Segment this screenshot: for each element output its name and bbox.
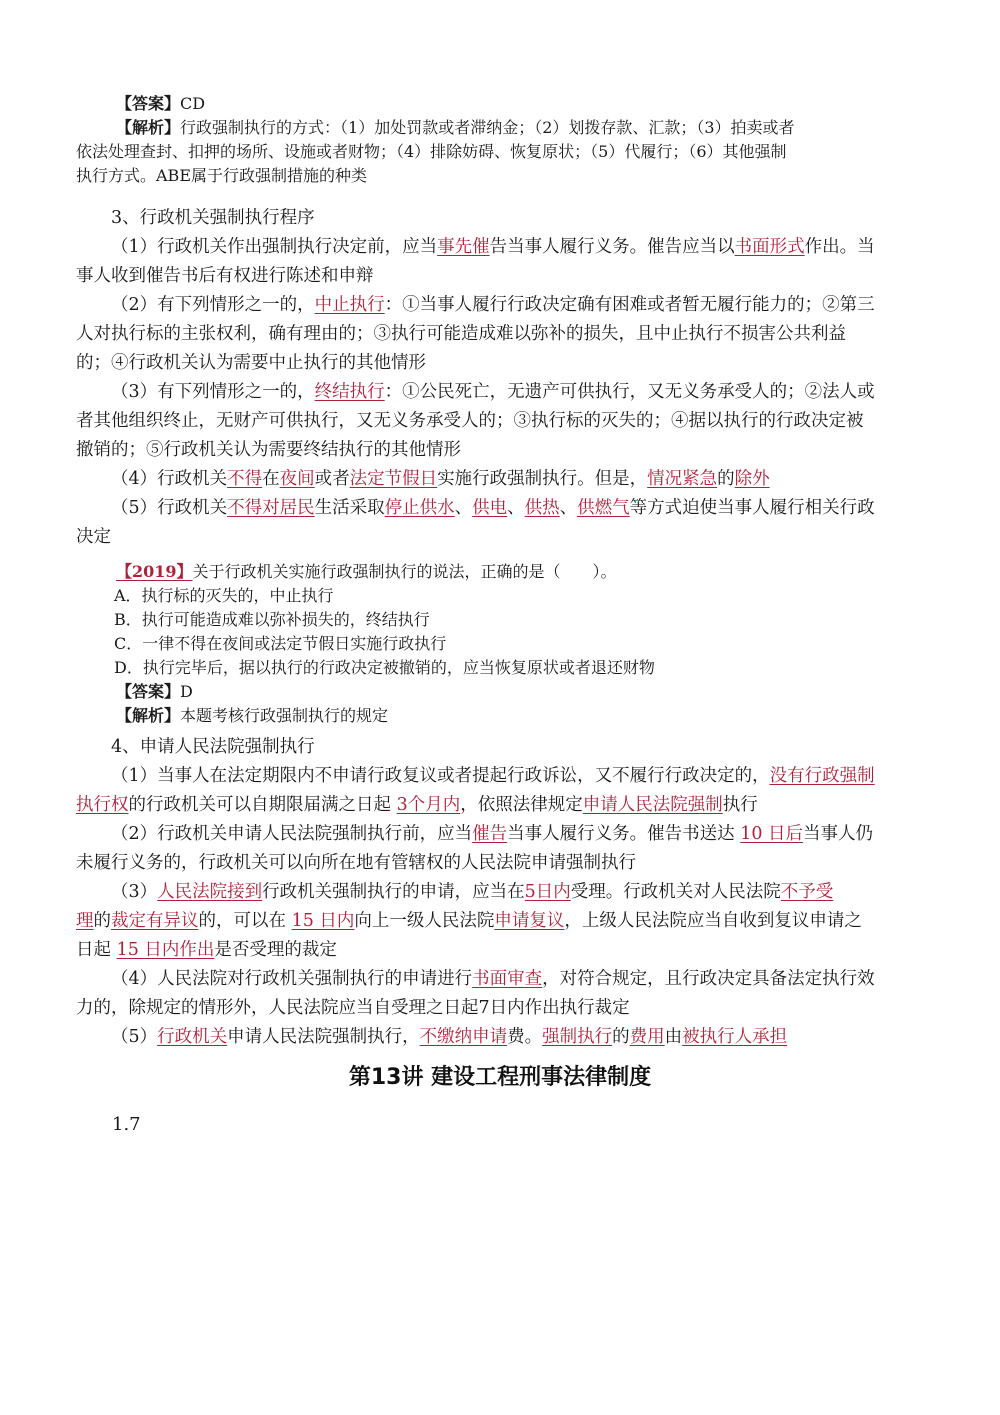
section3-enforcement-procedure [76,204,926,552]
text-run: 撤销的；⑤行政机关认为需要终结执行的其他情形 [76,440,461,460]
highlighted-keyword: 法定节假日 [349,469,438,489]
highlighted-keyword: 10 日后 [740,824,804,844]
text-line-s4-p3-c [76,936,926,965]
text-run: 告当事人履行义务。催告应当以 [489,237,735,257]
text-run: 的 [93,911,111,931]
text-run: 的 [612,1027,630,1047]
text-line-s4-p2-a [76,820,926,849]
page-number: 1.7 [112,1114,141,1135]
highlighted-keyword: 申请人民法院强制 [582,795,723,815]
highlighted-keyword: 情况紧急 [647,469,718,489]
text-run: （3） [111,882,158,902]
text-run: ：①公民死亡，无遗产可供执行，又无义务承受人的；②法人或 [384,382,875,402]
text-run: （5） [111,1027,158,1047]
highlighted-keyword: 5日内 [524,882,571,902]
text-run: C．一律不得在夜间或法定节假日实施行政执行 [114,634,447,653]
highlighted-keyword: 供热 [524,498,560,518]
text-line-q2-exp [76,704,926,728]
text-line-s4-p4-b [76,994,926,1023]
text-run: 执行 [722,795,758,815]
highlighted-keyword: 费用 [629,1027,665,1047]
highlighted-keyword: 终结执行 [314,382,385,402]
highlighted-keyword: 申请复议 [494,911,565,931]
text-run: 4、申请人民法院强制执行 [111,737,315,757]
text-run: 受理。行政机关对人民法院 [570,882,781,902]
text-run: B．执行可能造成难以弥补损失的，终结执行 [114,610,430,629]
text-run: 【解析】 [116,118,181,137]
text-line-s4-p3-a [76,878,926,907]
text-run: 在 [262,469,280,489]
text-run: 由 [664,1027,683,1047]
text-run: 当事人履行义务。催告书送达 [507,824,741,844]
text-run: 申请人民法院强制执行， [227,1027,420,1047]
text-run: 的；④行政机关认为需要中止执行的其他情形 [76,353,426,373]
text-line-q1-exp-3 [76,164,926,188]
text-line-s3-heading [76,204,926,233]
highlighted-keyword: 供燃气 [577,498,630,518]
text-line-s3-p3-b [76,407,926,436]
highlighted-keyword: 被执行人承担 [682,1027,788,1047]
text-run: 的 [717,469,735,489]
text-run: 者其他组织终止，无财产可供执行，又无义务承受人的；③执行标的灭失的；④据以执行的行政决定被 [76,411,864,431]
text-line-q1-exp-2 [76,140,926,164]
text-run: 等方式迫使当事人履行相关行政 [629,498,875,518]
text-run: 执行方式。ABE属于行政强制措施的种类 [76,166,367,185]
text-run: 未履行义务的，行政机关可以向所在地有管辖权的人民法院申请强制执行 [76,853,636,873]
highlighted-keyword: 供电 [472,498,508,518]
text-run: CD [180,94,206,113]
highlighted-keyword: 除外 [734,469,770,489]
text-line-s4-p2-b [76,849,926,878]
text-run: ，上级人民法院应当自收到复议申请之 [564,911,862,931]
text-run: 决定 [76,527,111,547]
highlighted-keyword: 书面形式 [734,237,805,257]
text-line-q2-opt-b [76,608,926,632]
text-run: 行政强制执行的方式：（1）加处罚款或者滞纳金；（2）划拨存款、汇款；（3）拍卖或者 [180,118,795,137]
text-line-q2-opt-a [76,584,926,608]
text-run: ：①当事人履行行政决定确有困难或者暂无履行能力的；②第三 [384,295,875,315]
text-run: 关于行政机关实施行政强制执行的说法，正确的是（ ）。 [192,562,617,581]
text-line-s4-p1-a [76,762,926,791]
text-line-s3-p5-a [76,494,926,523]
highlighted-keyword: 不得对居民 [227,498,315,518]
lecture-title: 第13讲 建设工程刑事法律制度 [348,1065,652,1090]
text-run: （3）有下列情形之一的， [111,382,315,402]
highlighted-keyword: 停止供水 [384,498,455,518]
section4-court-enforcement [76,733,926,1052]
highlighted-keyword: 事先催 [437,237,490,257]
text-line-q2-opt-c [76,632,926,656]
text-run: 人对执行标的主张权利，确有理由的；③执行可能造成难以弥补的损失，且中止执行不损害公共利益 [76,324,846,344]
text-line-s3-p2-c [76,349,926,378]
text-run: 、 [454,498,473,518]
highlighted-keyword: 不得 [227,469,263,489]
text-line-q2-opt-d [76,656,926,680]
text-run: （2）行政机关申请人民法院强制执行前，应当 [111,824,473,844]
text-run: 力的，除规定的情形外，人民法院应当自受理之日起7日内作出执行裁定 [76,998,630,1018]
highlighted-keyword: 理 [76,911,94,931]
text-line-q1-answer [76,92,926,116]
highlighted-keyword: 行政机关 [157,1027,228,1047]
text-line-s4-p3-b [76,907,926,936]
highlighted-keyword: 3个月内 [396,795,461,815]
text-run: （1）当事人在法定期限内不申请行政复议或者提起行政诉讼，又不履行行政决定的， [111,766,770,786]
text-run: 【答案】 [116,94,181,113]
text-run: （4）人民法院对行政机关强制执行的申请进行 [111,969,473,989]
highlighted-keyword: 人民法院接到 [157,882,263,902]
text-run: （2）有下列情形之一的， [111,295,315,315]
text-run: D [180,682,193,701]
highlighted-keyword: 执行权 [76,795,129,815]
text-line-q1-exp-1 [76,116,926,140]
text-run: 行政机关强制执行的申请，应当在 [262,882,525,902]
highlighted-keyword: 中止执行 [314,295,385,315]
text-run: 事人收到催告书后有权进行陈述和申辩 [76,266,374,286]
text-line-s3-p2-b [76,320,926,349]
highlighted-keyword: 强制执行 [542,1027,613,1047]
text-run: 的，可以在 [198,911,292,931]
text-run: 生活采取 [314,498,385,518]
text-run: 当事人仍 [803,824,874,844]
text-run: 作出。当 [804,237,875,257]
highlighted-keyword: 催告 [472,824,508,844]
highlighted-keyword: 夜间 [279,469,315,489]
question2-2019-block [76,560,926,728]
text-run: 实施行政强制执行。但是， [437,469,648,489]
text-line-s4-p5 [76,1023,926,1052]
highlighted-keyword: 15 日内作出 [116,940,215,960]
highlighted-keyword: 【2019】 [116,562,193,581]
highlighted-keyword: 不予受 [780,882,834,902]
text-line-s3-p3-a [76,378,926,407]
text-run: （4）行政机关 [111,469,228,489]
text-line-s3-p1-a [76,233,926,262]
text-run: D．执行完毕后，据以执行的行政决定被撤销的，应当恢复原状或者退还财物 [114,658,655,677]
text-line-s3-p5-b [76,523,926,552]
text-run: 是否受理的裁定 [214,940,337,960]
text-run: 向上一级人民法院 [354,911,495,931]
text-run: ，依照法律规定 [460,795,583,815]
text-run: 【答案】 [116,682,181,701]
highlighted-keyword: 书面审查 [472,969,543,989]
highlighted-keyword: 不缴纳申请 [419,1027,508,1047]
question1-answer-block [76,92,926,188]
text-run: （5）行政机关 [111,498,228,518]
text-run: 、 [559,498,578,518]
text-run: 或者 [314,469,350,489]
text-run: 【解析】 [116,706,181,725]
text-run: （1）行政机关作出强制执行决定前，应当 [111,237,438,257]
text-run: 依法处理查封、扣押的场所、设施或者财物；（4）排除妨碍、恢复原状；（5）代履行；（6）其他强制 [76,142,787,161]
text-run: 、 [507,498,525,518]
highlighted-keyword: 15 日内 [291,911,355,931]
text-line-s4-p1-b [76,791,926,820]
text-line-s3-p3-c [76,436,926,465]
text-line-q2-answer [76,680,926,704]
text-run: 3、行政机关强制执行程序 [111,208,315,228]
text-run: ，对符合规定，且行政决定具备法定执行效 [542,969,875,989]
text-run: 的行政机关可以自期限届满之日起 [128,795,397,815]
text-line-s3-p1-b [76,262,926,291]
text-line-s3-p2-a [76,291,926,320]
text-line-s3-p4 [76,465,926,494]
highlighted-keyword: 没有行政强制 [769,766,875,786]
text-run: 费。 [507,1027,543,1047]
text-line-s4-heading [76,733,926,762]
highlighted-keyword: 裁定有异议 [111,911,199,931]
text-run: 日起 [76,940,117,960]
text-line-s4-p4-a [76,965,926,994]
text-line-q2-stem [76,560,926,584]
text-run: A．执行标的灭失的，中止执行 [114,586,334,605]
text-run: 本题考核行政强制执行的规定 [180,706,389,725]
